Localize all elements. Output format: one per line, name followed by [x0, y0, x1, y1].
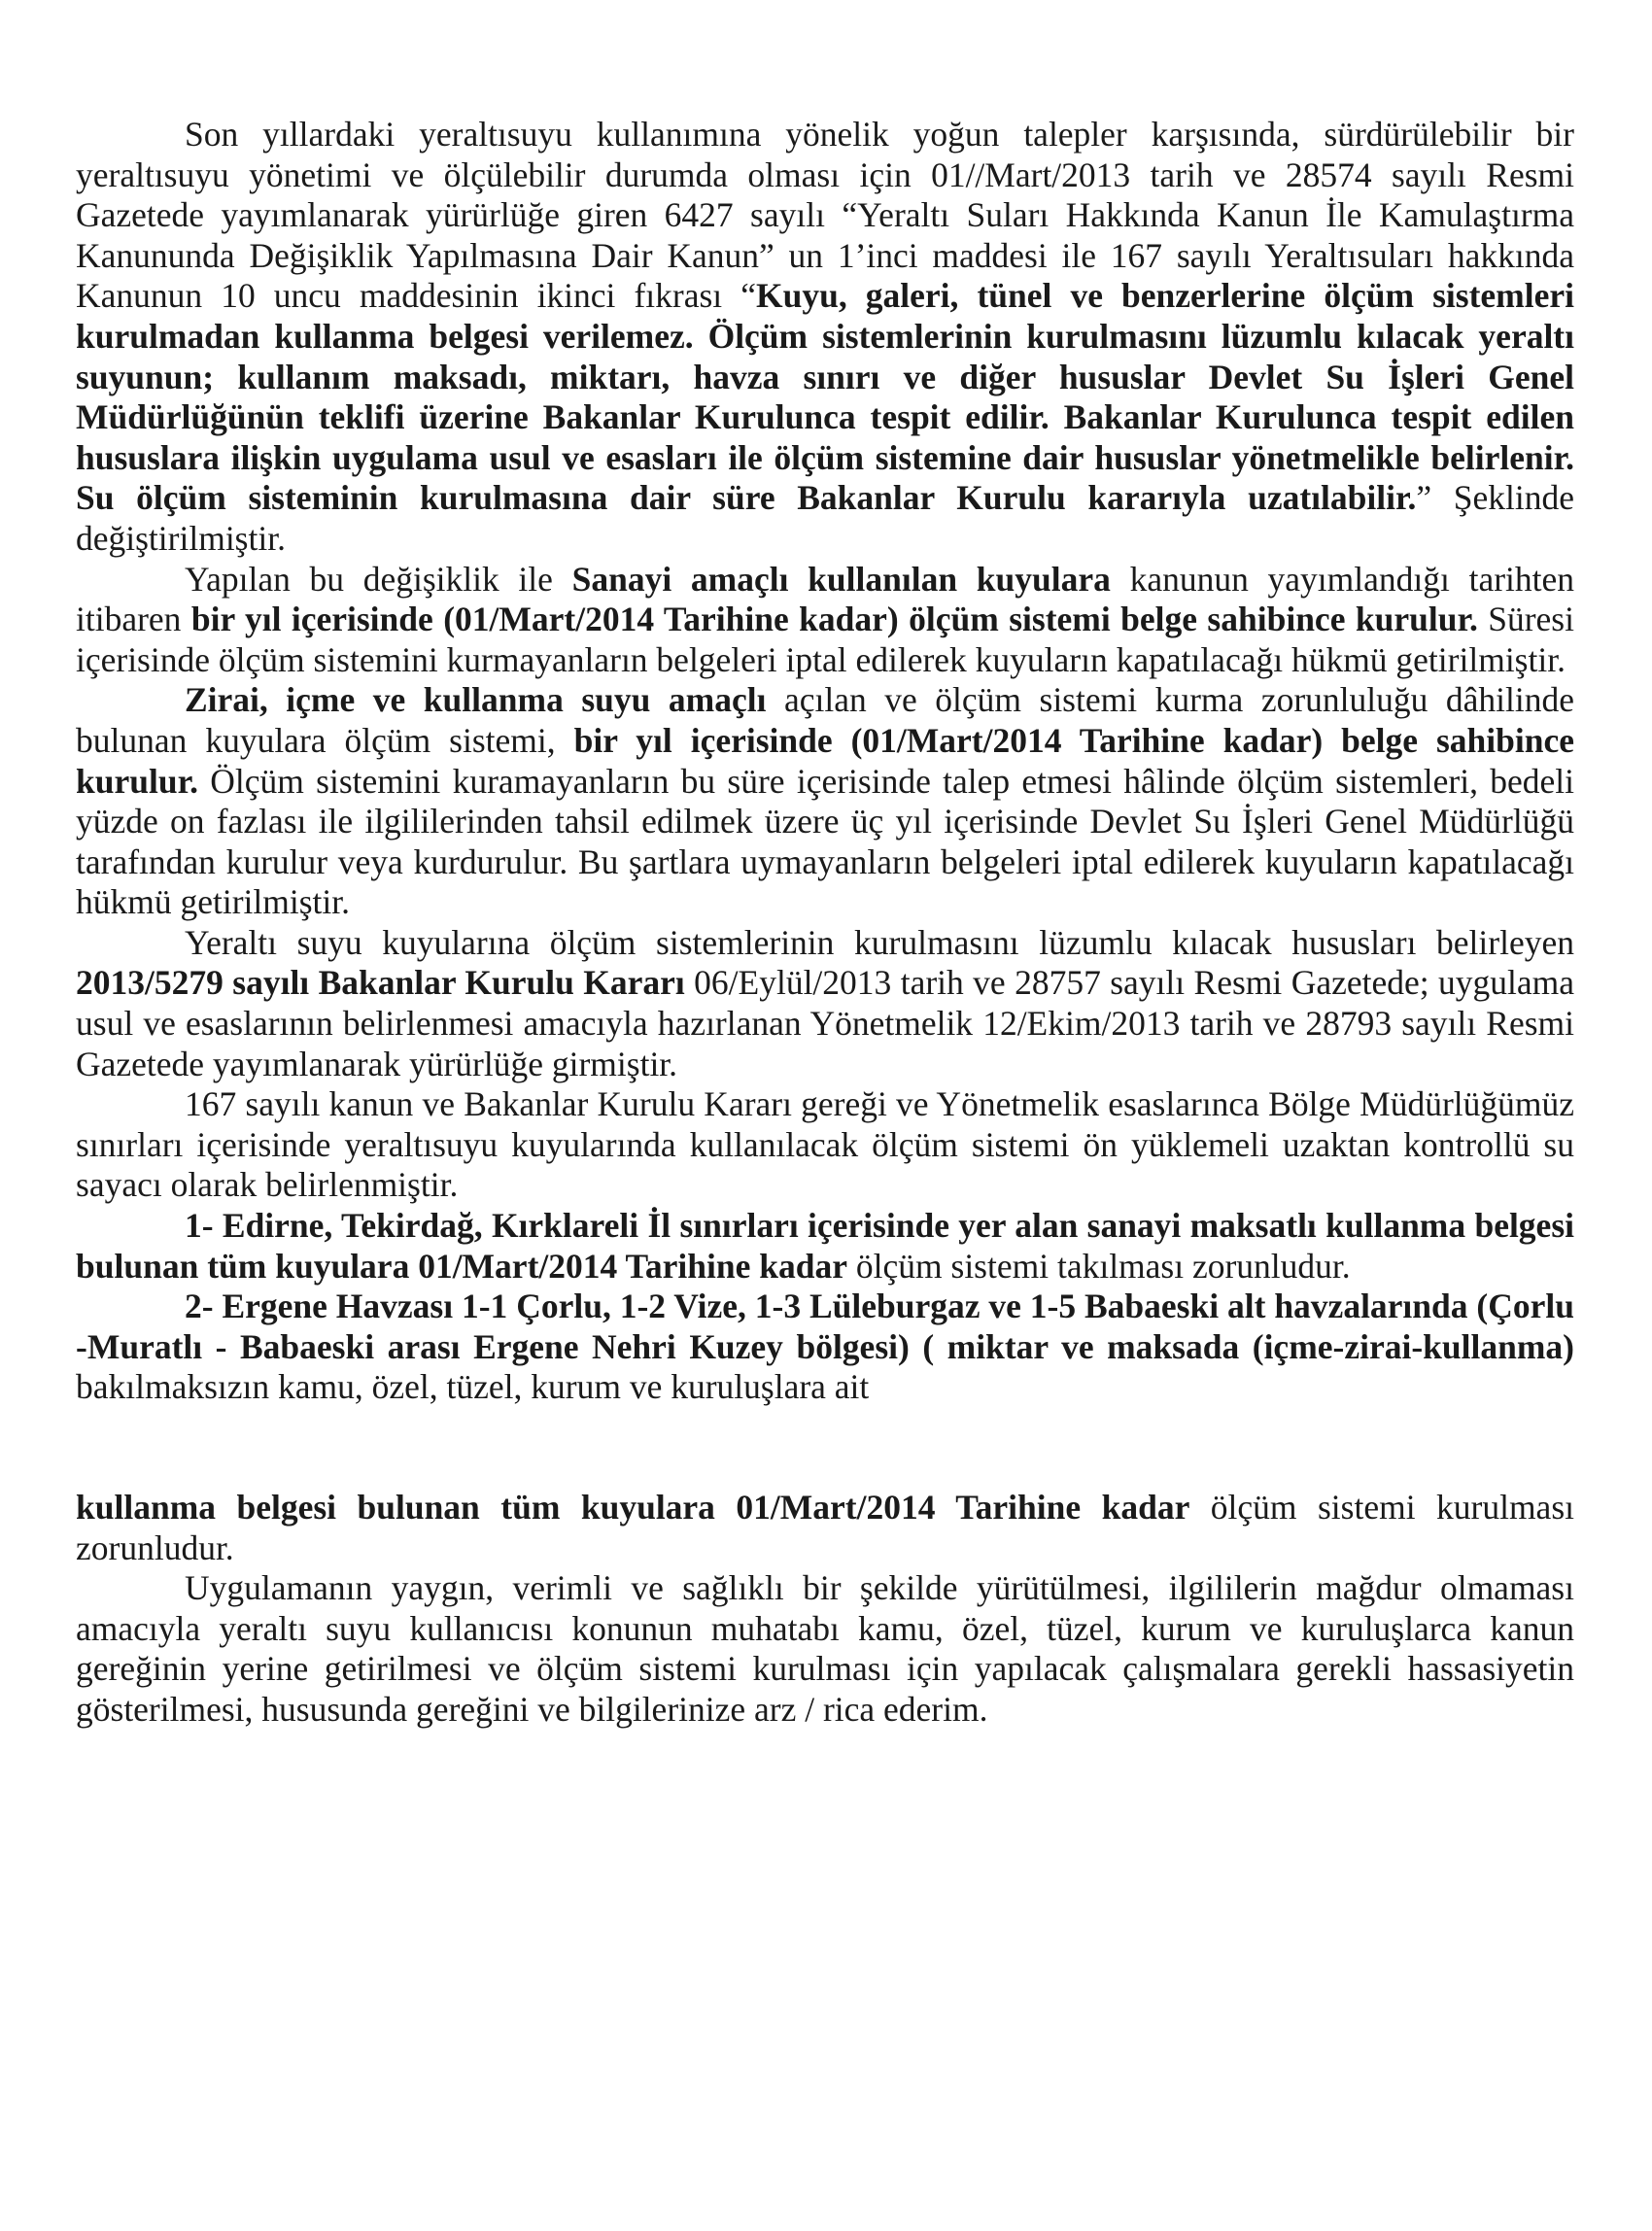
list-item-2-continuation: kullanma belgesi bulunan tüm kuyulara 01/Mart/2014 Tarihine kadar ölçüm sistemi kurulması zorunludur. [76, 1488, 1574, 1567]
document-body [76, 115, 1574, 1731]
list-item-2: 2- Ergene Havzası 1-1 Çorlu, 1-2 Vize, 1-3 Lüleburgaz ve 1-5 Babaeski alt havzalarında (Çorlu -Muratlı - Babaeski arası Ergene Nehri Kuzey bölgesi) ( miktar ve maksada (içme-zirai-kullanma) bakılmaksızın kamu, özel, tüzel, kurum ve kuruluşlara ait [76, 1287, 1574, 1407]
paragraph-industrial-wells: Yapılan bu değişiklik ile Sanayi amaçlı kullanılan kuyulara kanunun yayımlandığı tarihten itibaren bir yıl içerisinde (01/Mart/2014 Tarihine kadar) ölçüm sistemi belge sahibince kurulur. Süresi içerisinde ölçüm sistemini kurmayanların belgeleri iptal edilerek kuyuların kapatılacağı hükmü getirilmiştir. [76, 559, 1575, 679]
paragraph-closing-request: Uygulamanın yaygın, verimli ve sağlıklı bir şekilde yürütülmesi, ilgililerin mağdur olmaması amacıyla yeraltı suyu kullanıcısı konunun muhatabı kamu, özel, tüzel, kurum ve kuruluşlarca kanun gereğinin yerine getirilmesi ve ölçüm sistemi kurulması için yapılacak çalışmalara gerekli hassasiyetin gösterilmesi, hususunda gereğini ve bilgilerinize arz / rica ederim. [76, 1568, 1574, 1729]
paragraph-legal-background: Son yıllardaki yeraltısuyu kullanımına yönelik yoğun talepler karşısında, sürdürülebilir bir yeraltısuyu yönetimi ve ölçülebilir durumda olması için 01//Mart/2013 tarih ve 28574 sayılı Resmi Gazetede yayımlanarak yürürlüğe giren 6427 sayılı “Yeraltı Suları Hakkında Kanun İle Kamulaştırma Kanununda Değişiklik Yapılmasına Dair Kanun” un 1’inci maddesi ile 167 sayılı Yeraltısuları hakkında Kanunun 10 uncu maddesinin ikinci fıkrası “Kuyu, galeri, tünel ve benzerlerine ölçüm sistemleri kurulmadan kullanma belgesi verilemez. Ölçüm sistemlerinin kurulmasını lüzumlu kılacak yeraltı suyunun; kullanım maksadı, miktarı, havza sınırı ve diğer hususlar Devlet Su İşleri Genel Müdürlüğünün teklifi üzerine Bakanlar Kurulunca tespit edilir. Bakanlar Kurulunca tespit edilen hususlara ilişkin uygulama usul ve esasları ile ölçüm sistemine dair hususlar yönetmelikle belirlenir. Su ölçüm sisteminin kurulmasına dair süre Bakanlar Kurulu kararıyla uzatılabilir.” Şeklinde değiştirilmiştir. [76, 115, 1574, 558]
page-break-gap [76, 1408, 1574, 1488]
paragraph-cabinet-decision: Yeraltı suyu kuyularına ölçüm sistemlerinin kurulmasını lüzumlu kılacak hususları belirleyen 2013/5279 sayılı Bakanlar Kurulu Kararı 06/Eylül/2013 tarih ve 28757 sayılı Resmi Gazetede; uygulama usul ve esaslarının belirlenmesi amacıyla hazırlanan Yönetmelik 12/Ekim/2013 tarih ve 28793 sayılı Resmi Gazetede yayımlanarak yürürlüğe girmiştir. [76, 922, 1574, 1083]
list-item-1: 1- Edirne, Tekirdağ, Kırklareli İl sınırları içerisinde yer alan sanayi maksatlı kullanma belgesi bulunan tüm kuyulara 01/Mart/2014 Tarihine kadar ölçüm sistemi takılması zorunludur. [76, 1206, 1574, 1286]
paragraph-agricultural-wells: Zirai, içme ve kullanma suyu amaçlı açılan ve ölçüm sistemi kurma zorunluluğu dâhilinde bulunan kuyulara ölçüm sistemi, bir yıl içerisinde (01/Mart/2014 Tarihine kadar) belge sahibince kurulur. Ölçüm sistemini kuramayanların bu süre içerisinde talep etmesi hâlinde ölçüm sistemleri, bedeli yüzde on fazlası ile ilgililerinden tahsil edilmek üzere üç yıl içerisinde Devlet Su İşleri Genel Müdürlüğü tarafından kurulur veya kurdurulur. Bu şartlara uymayanların belgeleri iptal edilerek kuyuların kapatılacağı hükmü getirilmiştir. [76, 680, 1574, 922]
paragraph-measurement-system: 167 sayılı kanun ve Bakanlar Kurulu Kararı gereği ve Yönetmelik esaslarınca Bölge Müdürlüğümüz sınırları içerisinde yeraltısuyu kuyularında kullanılacak ölçüm sistemi ön yüklemeli uzaktan kontrollü su sayacı olarak belirlenmiştir. [76, 1084, 1574, 1205]
